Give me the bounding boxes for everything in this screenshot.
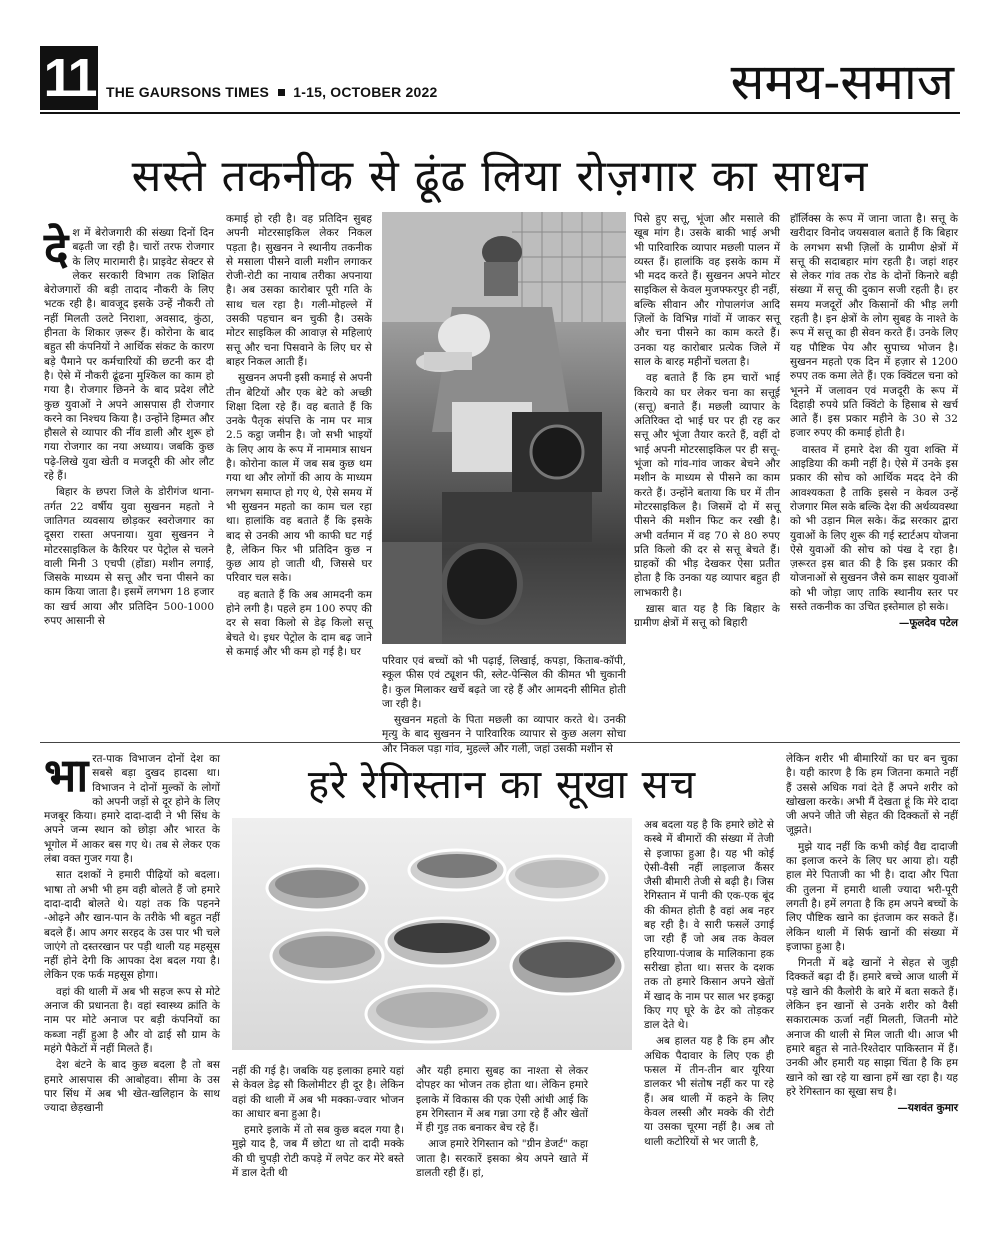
paragraph: वह बताते हैं कि अब आमदनी कम होने लगी है। पहले हम 100 रुपए की दर से सवा किलो से डेढ़ किलो सत्तू बेचते थे। इधर पेट्रोल के दाम बढ़ जाने से कमाई और भी कम हो गई है। घर	[226, 588, 372, 658]
paragraph: हमारे इलाके में तो सब कुछ बदल गया है। मुझे याद है, जब मैं छोटा था तो दादी मक्के की घी चुपड़ी रोटी कपड़े में लपेट कर मेरे बस्ते में डाल देती थी	[232, 1124, 404, 1180]
square-bullet-icon	[278, 89, 285, 96]
paragraph: बिहार के छपरा जिले के डोरीगंज थाना-तर्गत 22 वर्षीय युवा सुखनन महतो ने जातिगत व्यवसाय छोड़कर स्वरोजगार का दूसरा रास्ता अपनाया। युवा सुखनन ने मोटरसाइकिल के कैरियर पर पेट्रोल से चलने वाली मिनी 3 एचपी (होंडा) मशीन लगाई, जिसके माध्यम से सत्तू और चना पीसने का काम किया जाता है। इसमें लगभग 18 हजार का खर्च आया और प्रतिदिन 500-1000 रुपए आसानी से	[44, 486, 214, 628]
article1-column-4	[634, 212, 780, 633]
paragraph: ख़ास बात यह है कि बिहार के ग्रामीण क्षेत्रों में सत्तू को बिहारी	[634, 603, 780, 630]
paragraph: गिनती में बढ़े खानों ने सेहत से जुड़ी दिक्कतें बढ़ा दी हैं। हमारे बच्चे आज थाली में पड़े खाने की कैलोरी के बारे में बता सकते हैं। लेकिन इन खानों से उनके शरीर को वैसी सकारात्मक ऊर्जा नहीं मिलती, जितनी मोटे अनाज की थाली से मिल जाती थी। आज भी हमारे बहुत से नाते-रिश्तेदार पाकिस्तान में हैं। उनकी और हमारी यह साझा चिंता है कि हम खाने को खा रहे या खाना हमें खा रहा है। यह हरे रेगिस्तान का सूखा सच है।	[786, 957, 958, 1098]
paragraph: सुखनन अपनी इसी कमाई से अपनी तीन बेटियों और एक बेटे को अच्छी शिक्षा दिला रहे हैं। वह बताते हैं कि उनके पैतृक संपत्ति के नाम पर मात्र 2.5 कट्ठा जमीन है। जो सभी भाइयों के लिए आय के रूप में नाममात्र साधन है। कोरोना काल में जब सब कुछ थम गया था और लोगों की आय के माध्यम लगभग समाप्त हो गए थे, ऐसे समय में भी सुखनन महतो का काम चल रहा था। हालांकि वह बताते हैं कि इसके बाद से उनकी आय भी काफी घट गई है, लेकिन फिर भी प्रतिदिन कुछ न कुछ आय हो जाती थी, जिससे घर परिवार चल सके।	[226, 372, 372, 585]
article1-column-1	[44, 222, 214, 630]
paragraph: परिवार एवं बच्चों को भी पढ़ाई, लिखाई, कपड़ा, किताब-कॉपी, स्कूल फीस एवं ट्यूशन फी, स्लेट-पेन्सिल की कीमत भी चुकानी है। कुल मिलाकर खर्चे बढ़ते जा रहे हैं और आमदनी सीमित होती जा रही है।	[382, 655, 626, 710]
section-title: समय-समाज	[730, 53, 954, 111]
page-number: 11	[40, 46, 98, 110]
article1-photo-man-with-grinder	[382, 212, 626, 644]
paragraph: रत-पाक विभाजन दोनों देश का सबसे बड़ा दुखद हादसा था। विभाजन ने दोनों मुल्कों के लोगों को अपनी जड़ों से दूर होने के लिए मजबूर किया। हमारे दादा-दादी ने भी सिंध के अपने जन्म स्थान को छोड़ा और भारत के भूगोल में आकर बस गए थे। तब से लेकर एक लंबा वक्त गुजर गया है।	[44, 753, 220, 866]
article2-byline: —यशवंत कुमार	[897, 1102, 958, 1115]
paragraph: वास्तव में हमारे देश की युवा शक्ति में आइडिया की कमी नहीं है। ऐसे में उनके इस प्रकार की सोच को आर्थिक मदद देने की आवश्यकता है ताकि इससे न केवल उन्हें रोजगार मिल सके बल्कि देश की अर्थव्यवस्था को भी उड़ान मिल सके। केंद्र सरकार द्वारा युवाओं के लिए शुरू की गई स्टार्टअप योजना ऐसे युवाओं की सोच को पंख दे रहा है। ज़रूरत इस बात की है कि इस प्रकार की योजनाओं से सुखनन जैसे कम साक्षर युवाओं को भी जोड़ा जाए ताकि स्थानीय स्तर पर सस्ते तकनीक का उचित इस्तेमाल हो सके।	[790, 443, 958, 614]
article2-column-5	[786, 752, 958, 1115]
paragraph: मुझे याद नहीं कि कभी कोई वैद्य दादाजी का इलाज करने के लिए घर आया हो। यही हाल मेरे पिताजी का भी है। दादा और पिता की तुलना में हमारी थाली ज्यादा भरी-पूरी लगती है। हमें लगता है कि हम अपने बच्चों के लिए पौष्टिक खाने का इंतजाम कर सकते हैं। लेकिन थाली में सिर्फ खानों की संख्या में इजाफा हुआ है।	[786, 840, 958, 953]
article2-headline: हरे रेगिस्तान का सूखा सच	[307, 762, 697, 808]
paragraph: और यही हमारा सुबह का नाश्ता से लेकर दोपहर का भोजन तक होता था। लेकिन हमारे इलाके में विकास की एक ऐसी आंधी आई कि हम रेगिस्तान में अब गन्ना उगा रहे हैं और खेतों में ही गुड़ तक बनाकर बेच रहे हैं।	[416, 1065, 588, 1135]
article2-dropcap: भा	[44, 748, 89, 802]
article1-dropcap: दे	[44, 222, 69, 276]
paragraph: अब बदला यह है कि हमारे छोटे से कस्बे में बीमारों की संख्या में तेजी से इजाफा हुआ है। यह भी कोई ऐसी-वैसी नहीं लाइलाज कैंसर जैसी बीमारी तेजी से बढ़ी है। जिस रेगिस्तान में पानी की एक-एक बूंद की कीमत होती है वहां अब नहर बह रही है। वे सारी फसलें उगाई जा रही हैं जो अब तक केवल हरियाणा-पंजाब के मालिकाना हक सरीखा होता था। सत्तर के दशक तक तो हमारे किसान अपने खेतों में खाद के नाम पर साल भर इकट्ठा किए गए घूरे के ढेर को तोड़कर डाल देते थे।	[644, 819, 774, 1032]
paragraph: देश बंटने के बाद कुछ बदला है तो बस हमारे आसपास की आबोहवा। सीमा के उस पार सिंध में अब भी खेत-खलिहान के साथ ज्यादा छेड़खानी	[44, 1059, 220, 1115]
article1-column-5	[790, 212, 958, 631]
paragraph: श में बेरोजगारी की संख्या दिनों दिन बढ़ती जा रही है। चारों तरफ रोजगार के लिए मारामारी है। प्राइवेट सेक्टर से लेकर सरकारी विभाग तक शिक्षित बेरोजगारों की बड़ी तादाद नौकरी के लिए भटक रही है। बावजूद इसके उन्हें नौकरी तो नहीं मिलती उलटे निराशा, अवसाद, कुंठा, हीनता के शिकार ज़रूर हैं। कोरोना के बाद बहुत सी कंपनियों ने आर्थिक संकट के कारण बड़े पैमाने पर कर्मचारियों की छटनी कर दी है। ऐसे में नौकरी ढूंढना मुश्किल का काम हो गया है। रोजगार छिनने के बाद प्रदेश लौटे कुछ युवाओं ने अपने आसपास ही रोजगार करने का निश्चय किया है। उन्होंने हिम्मत और हौसले से व्यापार की नींव डाली और शुरू हो गया रोजगार का नया अध्याय। जबकि कुछ पढ़े-लिखे युवा खेती व मजदूरी की ओर लौट रहे हैं।	[44, 227, 214, 483]
paragraph: हॉर्लिक्स के रूप में जाना जाता है। सत्तू के खरीदार विनोद जयसवाल बताते हैं कि बिहार के लगभग सभी ज़िलों के ग्रामीण क्षेत्रों में सत्तू की सदाबहार मांग रहती है। जहां शहर से लेकर गांव तक रोड के दोनों किनारे बड़ी संख्या में सत्तू की दुकान सजी रहती है। हर समय मजदूरों और किसानों की भीड़ लगी रहती है। इन क्षेत्रों के लोग सुबह के नाश्ते के रूप में सत्तू का ही सेवन करते हैं। उनके लिए यह पौष्टिक पेय और सुपाच्य भोजन है। सुखनन महतो एक दिन में हज़ार से 1200 रुपए तक कमा लेते हैं। एक क्विंटल चना को भूनने में जलावन एवं मजदूरी के रूप में दिहाड़ी रुपये प्रति क्विंटो के हिसाब से खर्च आते हैं। इस प्रकार महीने के 30 से 32 हजार रुपए की कमाई होती है।	[790, 213, 958, 440]
article2-column-2	[232, 1064, 404, 1182]
article1-byline: —फूलदेव पटेल	[898, 617, 958, 630]
paragraph: सुखनन महतो के पिता मछली का व्यापार करते थे। उनकी मृत्यु के बाद सुखनन ने पारिवारिक व्यापार से कुछ अलग सोचा और निकल पड़ा गांव, मुहल्ले और गली, जहां उसकी मशीन से	[382, 714, 626, 755]
paragraph: लेकिन शरीर भी बीमारियों का घर बन चुका है। यही कारण है कि हम जितना कमाते नहीं हैं उससे अधिक गवां देते हैं अपने शरीर को खोखला करके। अभी मैं देखता हूं कि मेरे दादा जी अपने जीते जी सेहत की दिक्कतों से नहीं जूझते।	[786, 753, 958, 837]
article2-photo-grain-bowls	[232, 818, 632, 1050]
article1-column-2	[226, 212, 372, 661]
article2-column-4	[644, 818, 774, 1151]
header-rule	[40, 112, 960, 114]
newspaper-name: THE GAURSONS TIMES	[106, 84, 270, 100]
masthead	[106, 84, 437, 100]
paragraph: अब हालत यह है कि हम और अधिक पैदावार के लिए एक ही फसल में तीन-तीन बार यूरिया डालकर भी संतोष नहीं कर पा रहे हैं। अब थाली में कहने के लिए केवल लस्सी और मक्के की रोटी या उसका चूरमा नहीं है। अब तो थाली कटोरियों से भर जाती है,	[644, 1035, 774, 1148]
issue-date: 1-15, OCTOBER 2022	[293, 84, 438, 100]
article2-column-3	[416, 1064, 588, 1182]
paragraph: आज हमारे रेगिस्तान को "ग्रीन डेजर्ट" कहा जाता है। सरकारें इसका श्रेय अपने खाते में डालती रही हैं। हां,	[416, 1138, 588, 1180]
paragraph: सात दशकों ने हमारी पीढ़ियों को बदला। भाषा तो अभी भी हम वही बोलते हैं जो हमारे दादा-दादी बोलते थे। यहां तक कि पहनने -ओढ़ने और खान-पान के तरीके भी बहुत नहीं बदले हैं। आप अगर सरहद के उस पार भी चले जाएंगे तो दस्तरखान पर पड़ी थाली यह महसूस नहीं होने देगी कि आपका देश बदल गया है। लेकिन एक फर्क महसूस होगा।	[44, 869, 220, 982]
article1-headline: सस्ते तकनीक से ढूंढ लिया रोज़गार का साधन	[131, 151, 869, 202]
paragraph: वह बताते हैं कि हम चारों भाई किराये का घर लेकर चना का सत्तूई (सत्तू) बनाते हैं। मछली व्यापार के अतिरिक्त दो भाई घर पर ही रह कर सत्तू और भूंजा तैयार करते हैं, वहीं दो भाई अपनी मोटरसाइकिल पर ही सत्तू-भूंजा को गांव-गांव जाकर बेचने और मशीन के माध्यम से पीसने का काम करते हैं। उन्होंने बताया कि घर में तीन मोटरसाइकिल है। जिसमें दो में सत्तू पीसने की मशीन फिट कर रखी है। अभी वर्तमान में वह 70 से 80 रुपए प्रति किलो की दर से सत्तू बेचते हैं। ग्राहकों की भीड़ देखकर ऐसा प्रतीत होता है कि उनका यह व्यापार बहुत ही लाभकारी है।	[634, 372, 780, 599]
paragraph: कमाई हो रही है। वह प्रतिदिन सुबह अपनी मोटरसाइकिल लेकर निकल पड़ता है। सुखनन ने स्थानीय तकनीक से मसाला पीसने वाली मशीन लगाकर रोजी-रोटी का नायाब तरीका अपनाया है। अब उसका कारोबार पूरी गति के साथ चल रहा है। गली-मोहल्ले में उसकी पहचान बन चुकी है। उसके मोटर साइकिल की आवाज़ से महिलाएं सत्तू और चना पिसवाने के लिए घर से बाहर निकल आती हैं।	[226, 213, 372, 368]
article2-column-1	[44, 748, 220, 1117]
article-divider	[40, 742, 960, 743]
paragraph: पिसे हुए सत्तू, भूंजा और मसाले की खूब मांग है। उसके बाकी भाई अभी भी पारिवारिक व्यापार मछली पालन में व्यस्त हैं। हालांकि वह इसके काम में भी मदद करते हैं। सुखनन अपने मोटर साइकिल से केवल मुजफ्फरपुर ही नहीं, बल्कि सीवान और गोपालगंज आदि ज़िलों के विभिन्न गांवों में जाकर सत्तू और चना पीसने का काम करते हैं। उनका यह कारोबार प्रत्येक जिले में साल के बारह महीनों चलता है।	[634, 213, 780, 368]
paragraph: नहीं की गई है। जबकि यह इलाका हमारे यहां से केवल डेढ़ सौ किलोमीटर ही दूर है। लेकिन वहां की थाली में अब भी मक्का-ज्वार भोजन का आधार बना हुआ है।	[232, 1065, 404, 1120]
paragraph: वहां की थाली में अब भी सहज रूप से मोटे अनाज की प्रधानता है। वहां स्वास्थ्य क्रांति के नाम पर मोटे अनाज पर बड़ी कंपनियों का कब्जा नहीं हुआ है और वो ढाई सौ ग्राम के महंगे पैकेटों में नहीं मिलते हैं।	[44, 985, 220, 1055]
